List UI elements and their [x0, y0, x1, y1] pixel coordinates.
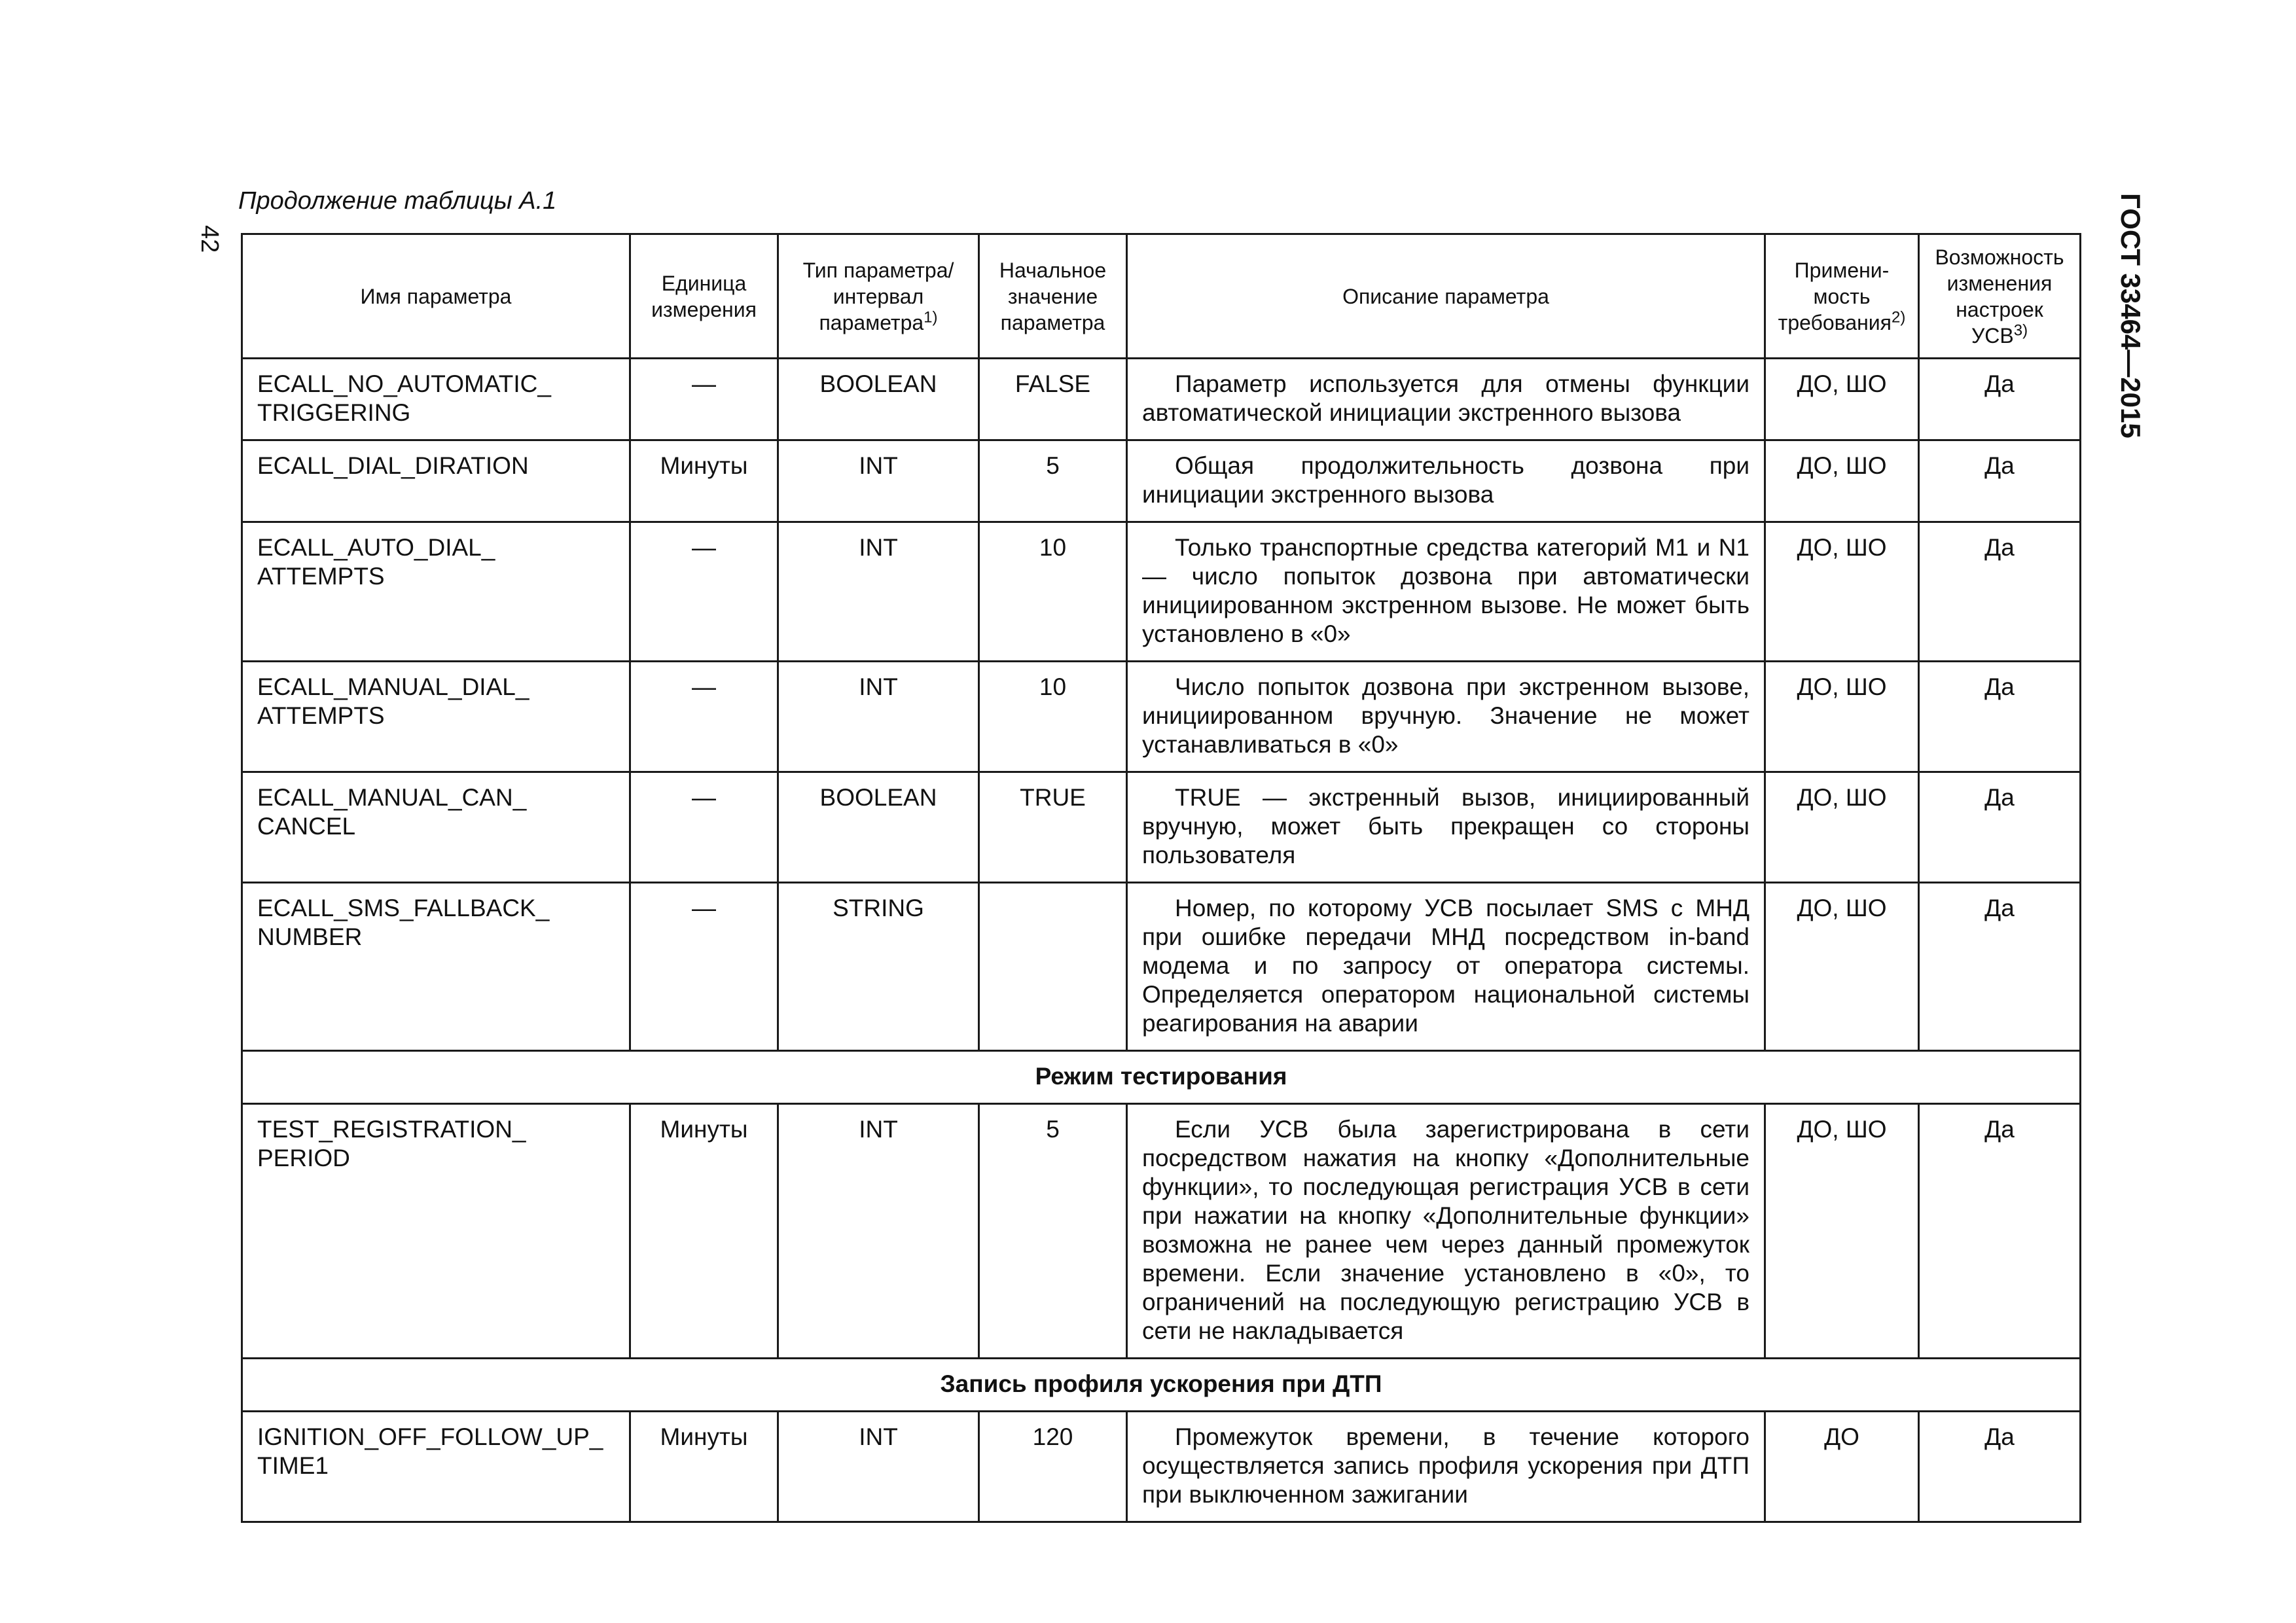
cell-description: Номер, по которому УСВ посылает SMS с МНД при ошибке передачи МНД посредством in-band модема и по запросу от оператора системы. Определяется оператором национальной системы реагирования на аварии [1127, 883, 1765, 1051]
table-row [242, 662, 2081, 772]
cell-unit: — [630, 662, 778, 772]
cell-unit: Минуты [630, 1104, 778, 1359]
cell-default: FALSE [979, 359, 1127, 440]
cell-configurable: Да [1919, 1412, 2081, 1522]
table-row [242, 1104, 2081, 1359]
cell-type: INT [778, 1104, 979, 1359]
cell-name: ECALL_SMS_FALLBACK_ NUMBER [242, 883, 630, 1051]
cell-type: INT [778, 662, 979, 772]
cell-configurable: Да [1919, 883, 2081, 1051]
cell-default: 5 [979, 440, 1127, 522]
cell-applicability: ДО, ШО [1765, 1104, 1919, 1359]
cell-type: INT [778, 440, 979, 522]
cell-default: 120 [979, 1412, 1127, 1522]
header-configurable: Возможность изменения настроек УСВ$^{3)}$ [1919, 234, 2081, 359]
page-number: 42 [196, 225, 223, 253]
cell-configurable: Да [1919, 662, 2081, 772]
cell-name: ECALL_DIAL_DIRATION [242, 440, 630, 522]
cell-default: 5 [979, 1104, 1127, 1359]
cell-applicability: ДО, ШО [1765, 440, 1919, 522]
cell-default: 10 [979, 522, 1127, 662]
footnote-1: 1) [924, 308, 938, 326]
cell-name: ECALL_AUTO_DIAL_ ATTEMPTS [242, 522, 630, 662]
cell-description: TRUE — экстренный вызов, инициированный вручную, может быть прекращен со стороны пользователя [1127, 772, 1765, 883]
cell-name: IGNITION_OFF_FOLLOW_UP_ TIME1 [242, 1412, 630, 1522]
section-title: Режим тестирования [242, 1051, 2081, 1104]
cell-unit: Минуты [630, 440, 778, 522]
cell-name: TEST_REGISTRATION_ PERIOD [242, 1104, 630, 1359]
cell-description: Общая продолжительность дозвона при инициации экстренного вызова [1127, 440, 1765, 522]
cell-applicability: ДО [1765, 1412, 1919, 1522]
header-name: Имя параметра [242, 234, 630, 359]
cell-default: TRUE [979, 772, 1127, 883]
cell-type: BOOLEAN [778, 359, 979, 440]
cell-name: ECALL_MANUAL_CAN_ CANCEL [242, 772, 630, 883]
cell-configurable: Да [1919, 522, 2081, 662]
section-row-testing [242, 1051, 2081, 1104]
cell-unit: — [630, 359, 778, 440]
cell-description: Число попыток дозвона при экстренном вызове, инициированном вручную. Значение не может устанавливаться в «0» [1127, 662, 1765, 772]
table-row [242, 772, 2081, 883]
cell-unit: — [630, 522, 778, 662]
cell-type: BOOLEAN [778, 772, 979, 883]
header-type: Тип параметра/ интервал параметра$^{1)}$ [778, 234, 979, 359]
table-row [242, 440, 2081, 522]
table-continuation-title: Продолжение таблицы А.1 [238, 187, 557, 215]
cell-unit: — [630, 772, 778, 883]
table-header-row [242, 234, 2081, 359]
section-title: Запись профиля ускорения при ДТП [242, 1359, 2081, 1412]
cell-name: ECALL_NO_AUTOMATIC_ TRIGGERING [242, 359, 630, 440]
cell-applicability: ДО, ШО [1765, 883, 1919, 1051]
parameters-table [241, 233, 2081, 1523]
header-unit: Единица измерения [630, 234, 778, 359]
section-row-acceleration [242, 1359, 2081, 1412]
cell-applicability: ДО, ШО [1765, 522, 1919, 662]
cell-configurable: Да [1919, 359, 2081, 440]
cell-name: ECALL_MANUAL_DIAL_ ATTEMPTS [242, 662, 630, 772]
standard-designation: ГОСТ 33464—2015 [2115, 193, 2146, 438]
cell-description: Промежуток времени, в течение которого осуществляется запись профиля ускорения при ДТП при выключенном зажигании [1127, 1412, 1765, 1522]
cell-unit: — [630, 883, 778, 1051]
cell-applicability: ДО, ШО [1765, 359, 1919, 440]
cell-applicability: ДО, ШО [1765, 662, 1919, 772]
cell-description: Только транспортные средства категорий М1 и N1 — число попыток дозвона при автоматически инициированном экстренном вызове. Не может быть установлено в «0» [1127, 522, 1765, 662]
cell-type: STRING [778, 883, 979, 1051]
table-row [242, 1412, 2081, 1522]
footnote-3: 3) [2013, 321, 2028, 339]
table-row [242, 522, 2081, 662]
header-applicability: Примени-мость требования$^{2)}$ [1765, 234, 1919, 359]
cell-type: INT [778, 1412, 979, 1522]
footnote-2: 2) [1891, 308, 1906, 326]
header-default: Начальное значение параметра [979, 234, 1127, 359]
cell-unit: Минуты [630, 1412, 778, 1522]
cell-applicability: ДО, ШО [1765, 772, 1919, 883]
cell-description: Если УСВ была зарегистрирована в сети посредством нажатия на кнопку «Дополнительные функции», то последующая регистрация УСВ в сети при нажатии на кнопку «Дополнительные функции» возможна не ранее чем через данный промежуток времени. Если значение установлено в «0», то ограничений на последующую регистрацию УСВ в сети не накладывается [1127, 1104, 1765, 1359]
cell-default [979, 883, 1127, 1051]
table-row [242, 883, 2081, 1051]
cell-configurable: Да [1919, 440, 2081, 522]
cell-configurable: Да [1919, 772, 2081, 883]
cell-description: Параметр используется для отмены функции автоматической инициации экстренного вызова [1127, 359, 1765, 440]
cell-default: 10 [979, 662, 1127, 772]
cell-configurable: Да [1919, 1104, 2081, 1359]
table-row [242, 359, 2081, 440]
cell-type: INT [778, 522, 979, 662]
header-description: Описание параметра [1127, 234, 1765, 359]
